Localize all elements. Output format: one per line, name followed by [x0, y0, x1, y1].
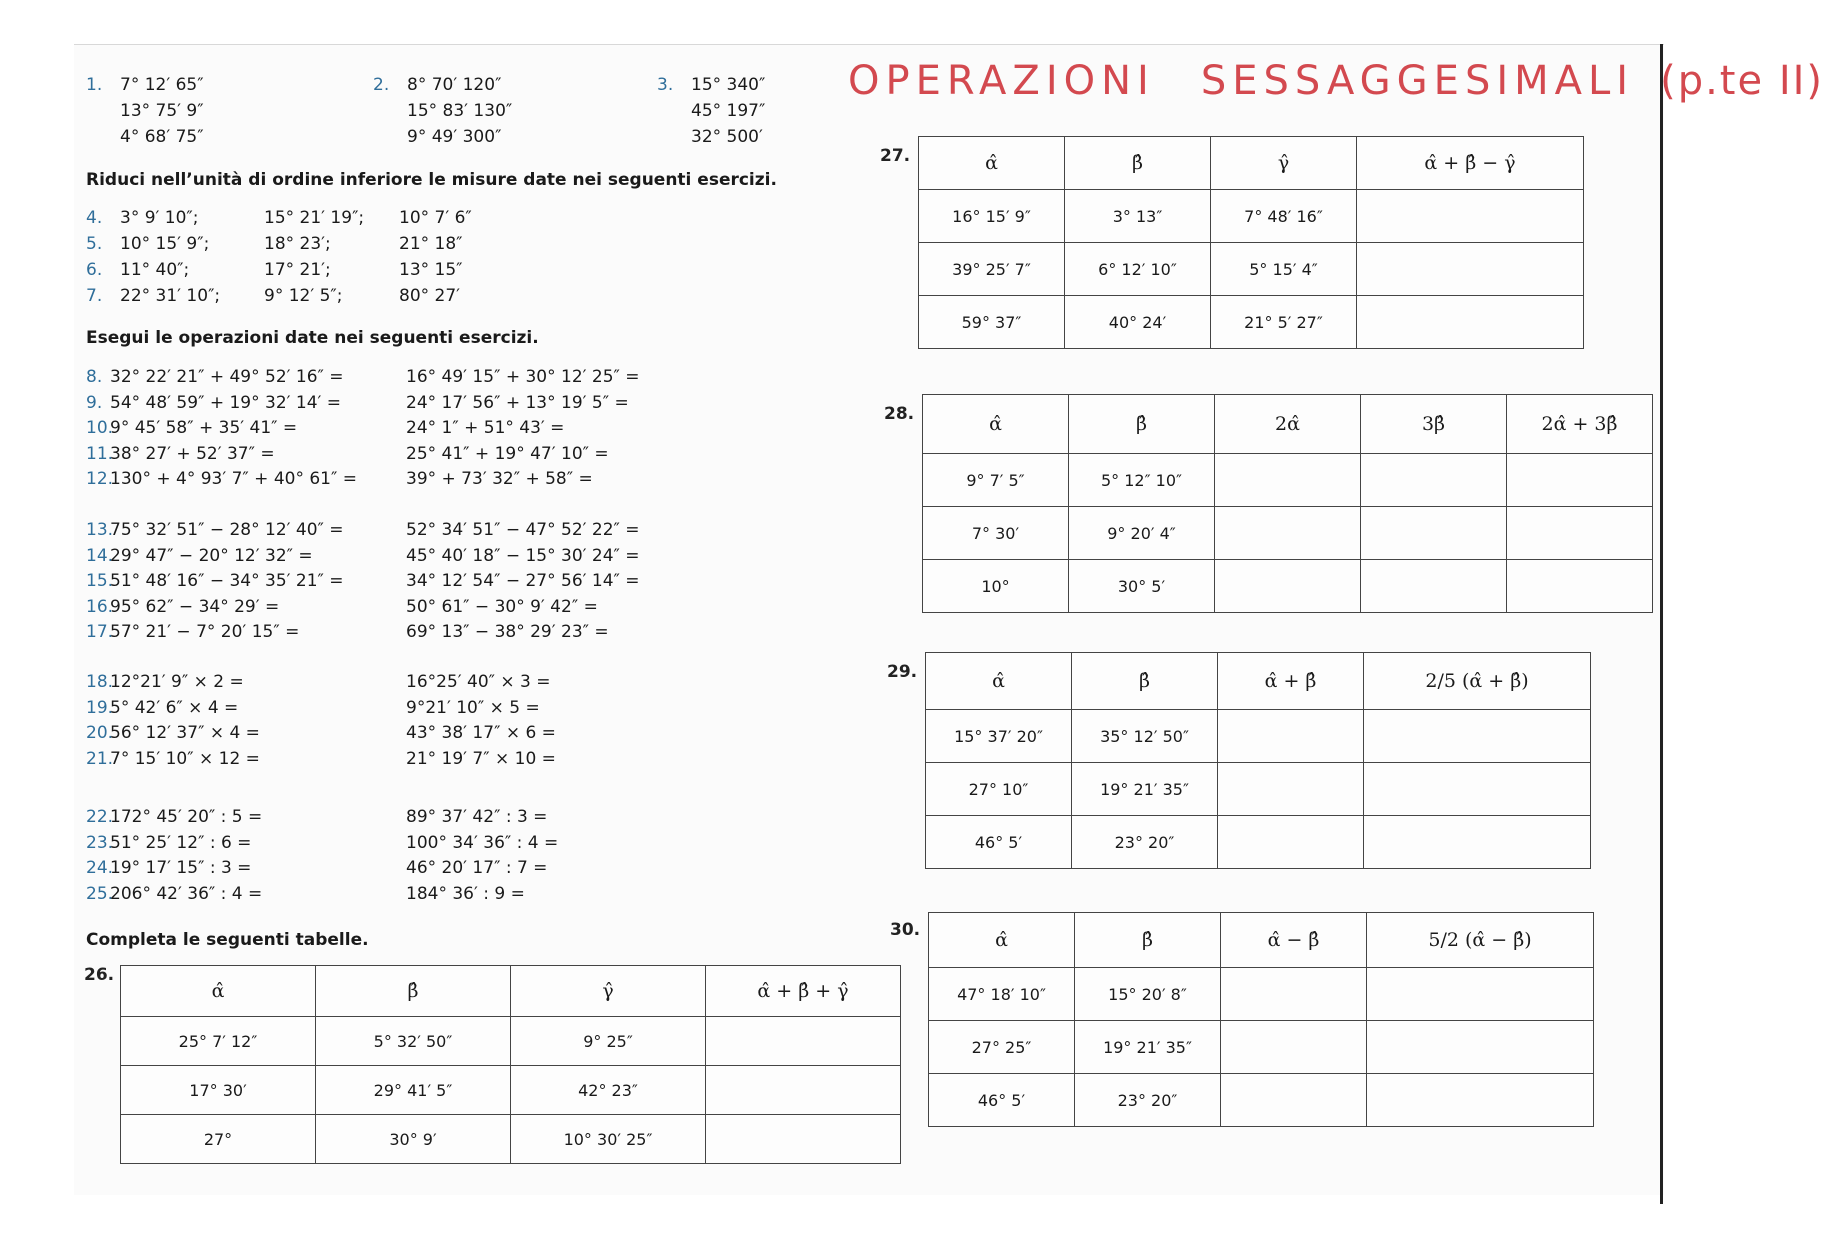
title-part1: OPERAZIONI [848, 58, 1155, 104]
exercise-number: 23. [86, 832, 114, 853]
table-number: 29. [887, 662, 918, 682]
operation-a: 32° 22′ 21″ + 49° 52′ 16″ = [110, 367, 344, 387]
table-cell: 17° 30′ [121, 1066, 316, 1115]
table-cell: 19° 21′ 35″ [1072, 763, 1218, 816]
answer-cell[interactable] [1221, 1074, 1367, 1127]
table-28 [922, 394, 1653, 613]
operation-b: 100° 34′ 36″ : 4 = [406, 832, 559, 853]
operation-b: 69° 13″ − 38° 29′ 23″ = [406, 622, 609, 642]
operation-row [86, 669, 244, 695]
title-part2: SESSAGGESIMALI [1200, 58, 1635, 104]
operation-b: 21° 19′ 7″ × 10 = [406, 748, 556, 769]
table-cell: 29° 41′ 5″ [316, 1066, 511, 1115]
table-cell: 5° 32′ 50″ [316, 1017, 511, 1066]
table-cell: 35° 12′ 50″ [1072, 710, 1218, 763]
exercise-value: 7° 12′ 65″ [120, 75, 204, 95]
operation-row [86, 594, 279, 620]
table-header-cell: α̂ + β̂ [1218, 653, 1364, 710]
value-c: 10° 7′ 6″ [399, 208, 472, 228]
exercise-number: 11. [86, 443, 114, 464]
exercise-number: 21. [86, 748, 114, 769]
answer-cell[interactable] [1364, 816, 1591, 869]
table-cell: 7° 48′ 16″ [1211, 190, 1357, 243]
operation-a: 51° 48′ 16″ − 34° 35′ 21″ = [110, 571, 344, 591]
table-header-cell: α̂ + β̂ + γ̂ [706, 966, 901, 1017]
table-header-cell: α̂ [121, 966, 316, 1017]
operation-a: 5° 42′ 6″ × 4 = [110, 697, 239, 718]
table-header-cell: β̂ [1072, 653, 1218, 710]
operation-a: 95° 62″ − 34° 29′ = [110, 596, 280, 617]
exercise-row [86, 257, 189, 283]
answer-cell[interactable] [706, 1115, 901, 1164]
answer-cell[interactable] [1367, 1074, 1594, 1127]
value-b: 18° 23′; [264, 234, 331, 254]
table-cell: 59° 37″ [919, 296, 1065, 349]
heading-tables: Completa le seguenti tabelle. [86, 930, 369, 950]
answer-cell[interactable] [1221, 1021, 1367, 1074]
exercise-number: 7. [86, 286, 103, 306]
exercise-number: 17. [86, 622, 114, 642]
operation-b: 34° 12′ 54″ − 27° 56′ 14″ = [406, 571, 640, 591]
answer-cell[interactable] [1357, 190, 1584, 243]
exercise-value: 4° 68′ 75″ [120, 127, 204, 147]
table-row [919, 190, 1584, 243]
operation-a: 7° 15′ 10″ × 12 = [110, 748, 260, 769]
answer-cell[interactable] [1361, 507, 1507, 560]
table-cell: 9° 25″ [511, 1017, 706, 1066]
operation-a: 172° 45′ 20″ : 5 = [110, 807, 263, 827]
table-header-cell: β̂ [1065, 137, 1211, 190]
answer-cell[interactable] [1218, 763, 1364, 816]
table-row [926, 710, 1591, 763]
operation-a: 29° 47″ − 20° 12′ 32″ = [110, 545, 313, 566]
exercise-value: 15° 83′ 130″ [407, 101, 513, 121]
table-cell: 19° 21′ 35″ [1075, 1021, 1221, 1074]
exercise-number: 24. [86, 858, 114, 878]
operation-row [86, 568, 344, 594]
table-header-cell: 2α̂ + 3β̂ [1507, 395, 1653, 454]
page-edge [1660, 44, 1663, 1204]
answer-cell[interactable] [1367, 1021, 1594, 1074]
operation-b: 9°21′ 10″ × 5 = [406, 697, 540, 718]
heading-reduce: Riduci nell’unità di ordine inferiore le misure date nei seguenti esercizi. [86, 170, 777, 190]
table-row [929, 1021, 1594, 1074]
answer-cell[interactable] [1361, 560, 1507, 613]
table-cell: 42° 23″ [511, 1066, 706, 1115]
table-header-cell: β̂ [316, 966, 511, 1017]
exercise-values [120, 72, 204, 150]
table-header-cell: 2α̂ [1215, 395, 1361, 454]
table-cell: 7° 30′ [923, 507, 1069, 560]
exercise-number: 9. [86, 392, 103, 413]
table-cell: 23° 20″ [1072, 816, 1218, 869]
table-cell: 9° 7′ 5″ [923, 454, 1069, 507]
value-c: 21° 18″ [399, 234, 463, 254]
table-cell: 39° 25′ 7″ [919, 243, 1065, 296]
table-header-cell: α̂ [923, 395, 1069, 454]
table-row [923, 507, 1653, 560]
operation-row [86, 390, 341, 416]
value-c: 13° 15″ [399, 260, 463, 280]
operation-b: 24° 1″ + 51° 43′ = [406, 418, 565, 438]
answer-cell[interactable] [706, 1017, 901, 1066]
operation-row [86, 881, 262, 907]
table-header-cell: α̂ [926, 653, 1072, 710]
answer-cell[interactable] [1507, 454, 1653, 507]
table-header-cell: α̂ [919, 137, 1065, 190]
table-cell: 40° 24′ [1065, 296, 1211, 349]
table-cell: 27° 25″ [929, 1021, 1075, 1074]
value-b: 15° 21′ 19″; [264, 208, 365, 228]
table-cell: 30° 5′ [1069, 560, 1215, 613]
operation-row [86, 746, 260, 772]
operation-row [86, 855, 251, 881]
answer-cell[interactable] [1367, 968, 1594, 1021]
value-a: 10° 15′ 9″; [120, 234, 210, 254]
operation-row [86, 830, 251, 856]
table-row [923, 454, 1653, 507]
table-header-cell: 2/5 (α̂ + β̂) [1364, 653, 1591, 710]
table-26 [120, 965, 901, 1164]
operation-b: 25° 41″ + 19° 47′ 10″ = [406, 443, 609, 464]
table-number: 28. [884, 404, 915, 424]
operation-a: 54° 48′ 59″ + 19° 32′ 14′ = [110, 392, 342, 413]
table-number: 26. [84, 965, 115, 985]
title-part3: (p.te II) [1660, 58, 1824, 104]
answer-cell[interactable] [1507, 507, 1653, 560]
operation-row [86, 364, 344, 390]
operation-b: 184° 36′ : 9 = [406, 883, 525, 904]
operation-b: 52° 34′ 51″ − 47° 52′ 22″ = [406, 520, 640, 540]
value-c: 80° 27′ [399, 286, 461, 306]
exercise-value: 15° 340″ [691, 75, 766, 95]
exercise-1 [86, 72, 204, 150]
exercise-row [86, 205, 199, 231]
table-cell: 15° 20′ 8″ [1075, 968, 1221, 1021]
operation-a: 51° 25′ 12″ : 6 = [110, 832, 252, 853]
table-number: 30. [890, 920, 921, 940]
table-row [929, 1074, 1594, 1127]
value-b: 17° 21′; [264, 260, 331, 280]
operation-b: 50° 61″ − 30° 9′ 42″ = [406, 596, 598, 617]
table-header-cell: β̂ [1069, 395, 1215, 454]
operation-b: 39° + 73′ 32″ + 58″ = [406, 469, 593, 489]
exercise-number: 6. [86, 260, 103, 280]
table-cell: 10° 30′ 25″ [511, 1115, 706, 1164]
table-cell: 27° 10″ [926, 763, 1072, 816]
exercise-values [407, 72, 512, 150]
value-b: 9° 12′ 5″; [264, 286, 343, 306]
table-header-cell: γ̂ [511, 966, 706, 1017]
table-cell: 46° 5′ [929, 1074, 1075, 1127]
table-row [926, 763, 1591, 816]
answer-cell[interactable] [706, 1066, 901, 1115]
exercise-number: 19. [86, 697, 114, 718]
answer-cell[interactable] [1357, 296, 1584, 349]
answer-cell[interactable] [1215, 560, 1361, 613]
exercise-number: 22. [86, 807, 114, 827]
table-header-cell: α̂ + β̂ − γ̂ [1357, 137, 1584, 190]
operation-a: 57° 21′ − 7° 20′ 15″ = [110, 622, 300, 642]
operation-row [86, 804, 262, 830]
table-row [121, 1017, 901, 1066]
answer-cell[interactable] [1215, 454, 1361, 507]
table-cell: 23° 20″ [1075, 1074, 1221, 1127]
exercise-number: 12. [86, 469, 114, 489]
exercise-number: 16. [86, 596, 114, 617]
table-cell: 9° 20′ 4″ [1069, 507, 1215, 560]
exercise-number: 20. [86, 723, 114, 743]
exercise-number: 18. [86, 672, 114, 692]
table-number: 27. [880, 146, 911, 166]
operation-b: 16°25′ 40″ × 3 = [406, 672, 551, 692]
operation-row [86, 466, 357, 492]
exercise-value: 9° 49′ 300″ [407, 127, 502, 147]
table-header-cell: β̂ [1075, 913, 1221, 968]
operation-b: 43° 38′ 17″ × 6 = [406, 723, 556, 743]
table-cell: 21° 5′ 27″ [1211, 296, 1357, 349]
table-row [121, 1066, 901, 1115]
operation-a: 9° 45′ 58″ + 35′ 41″ = [110, 418, 298, 438]
exercise-number: 4. [86, 208, 103, 228]
table-cell: 15° 37′ 20″ [926, 710, 1072, 763]
exercise-number: 8. [86, 367, 103, 387]
page-title [848, 58, 1824, 104]
table-header-row [919, 137, 1584, 190]
operation-row [86, 619, 299, 645]
operation-b: 16° 49′ 15″ + 30° 12′ 25″ = [406, 367, 640, 387]
answer-cell[interactable] [1221, 968, 1367, 1021]
table-header-row [926, 653, 1591, 710]
exercise-row [86, 283, 220, 309]
operation-b: 46° 20′ 17″ : 7 = [406, 858, 548, 878]
table-row [121, 1115, 901, 1164]
table-row [929, 968, 1594, 1021]
exercise-2 [373, 72, 512, 150]
table-header-cell: γ̂ [1211, 137, 1357, 190]
table-cell: 5° 12″ 10″ [1069, 454, 1215, 507]
table-cell: 3° 13″ [1065, 190, 1211, 243]
table-row [923, 560, 1653, 613]
operation-b: 45° 40′ 18″ − 15° 30′ 24″ = [406, 545, 640, 566]
answer-cell[interactable] [1364, 763, 1591, 816]
table-header-row [923, 395, 1653, 454]
table-cell: 47° 18′ 10″ [929, 968, 1075, 1021]
table-header-cell: α̂ [929, 913, 1075, 968]
table-cell: 16° 15′ 9″ [919, 190, 1065, 243]
table-header-cell: 3β̂ [1361, 395, 1507, 454]
exercise-number: 5. [86, 234, 103, 254]
exercise-row [86, 231, 209, 257]
answer-cell[interactable] [1361, 454, 1507, 507]
operation-a: 56° 12′ 37″ × 4 = [110, 723, 260, 743]
value-a: 22° 31′ 10″; [120, 286, 221, 306]
answer-cell[interactable] [1218, 710, 1364, 763]
table-row [926, 816, 1591, 869]
table-header-row [121, 966, 901, 1017]
table-row [919, 296, 1584, 349]
table-cell: 30° 9′ [316, 1115, 511, 1164]
table-cell: 25° 7′ 12″ [121, 1017, 316, 1066]
operation-b: 24° 17′ 56″ + 13° 19′ 5″ = [406, 392, 629, 413]
exercise-number: 25. [86, 883, 114, 904]
heading-operations: Esegui le operazioni date nei seguenti esercizi. [86, 328, 539, 348]
exercise-number: 15. [86, 571, 114, 591]
table-27 [918, 136, 1584, 349]
exercise-number: 3. [657, 75, 674, 95]
table-cell: 6° 12′ 10″ [1065, 243, 1211, 296]
operation-row [86, 415, 297, 441]
table-cell: 27° [121, 1115, 316, 1164]
table-header-row [929, 913, 1594, 968]
value-a: 11° 40″; [120, 260, 190, 280]
exercise-number: 14. [86, 545, 114, 566]
answer-cell[interactable] [1357, 243, 1584, 296]
operation-row [86, 695, 238, 721]
exercise-number: 2. [373, 75, 390, 95]
exercise-value: 45° 197″ [691, 101, 766, 121]
answer-cell[interactable] [1507, 560, 1653, 613]
operation-a: 12°21′ 9″ × 2 = [110, 672, 244, 692]
exercise-value: 8° 70′ 120″ [407, 75, 502, 95]
table-header-cell: α̂ − β̂ [1221, 913, 1367, 968]
table-cell: 10° [923, 560, 1069, 613]
table-cell: 46° 5′ [926, 816, 1072, 869]
answer-cell[interactable] [1218, 816, 1364, 869]
operation-a: 75° 32′ 51″ − 28° 12′ 40″ = [110, 520, 344, 540]
table-30 [928, 912, 1594, 1127]
operation-a: 206° 42′ 36″ : 4 = [110, 883, 263, 904]
operation-row [86, 517, 344, 543]
operation-row [86, 441, 275, 467]
table-row [919, 243, 1584, 296]
answer-cell[interactable] [1364, 710, 1591, 763]
operation-a: 130° + 4° 93′ 7″ + 40° 61″ = [110, 469, 357, 489]
operation-a: 19° 17′ 15″ : 3 = [110, 858, 252, 878]
exercise-values [691, 72, 765, 150]
answer-cell[interactable] [1215, 507, 1361, 560]
exercise-3 [657, 72, 765, 150]
exercise-value: 13° 75′ 9″ [120, 101, 204, 121]
operation-row [86, 543, 313, 569]
value-a: 3° 9′ 10″; [120, 208, 199, 228]
exercise-number: 10. [86, 418, 114, 438]
table-cell: 5° 15′ 4″ [1211, 243, 1357, 296]
exercise-number: 13. [86, 520, 114, 540]
operation-a: 38° 27′ + 52′ 37″ = [110, 443, 275, 464]
table-29 [925, 652, 1591, 869]
operation-row [86, 720, 260, 746]
exercise-value: 32° 500′ [691, 127, 763, 147]
operation-b: 89° 37′ 42″ : 3 = [406, 807, 548, 827]
table-header-cell: 5/2 (α̂ − β̂) [1367, 913, 1594, 968]
exercise-number: 1. [86, 75, 103, 95]
